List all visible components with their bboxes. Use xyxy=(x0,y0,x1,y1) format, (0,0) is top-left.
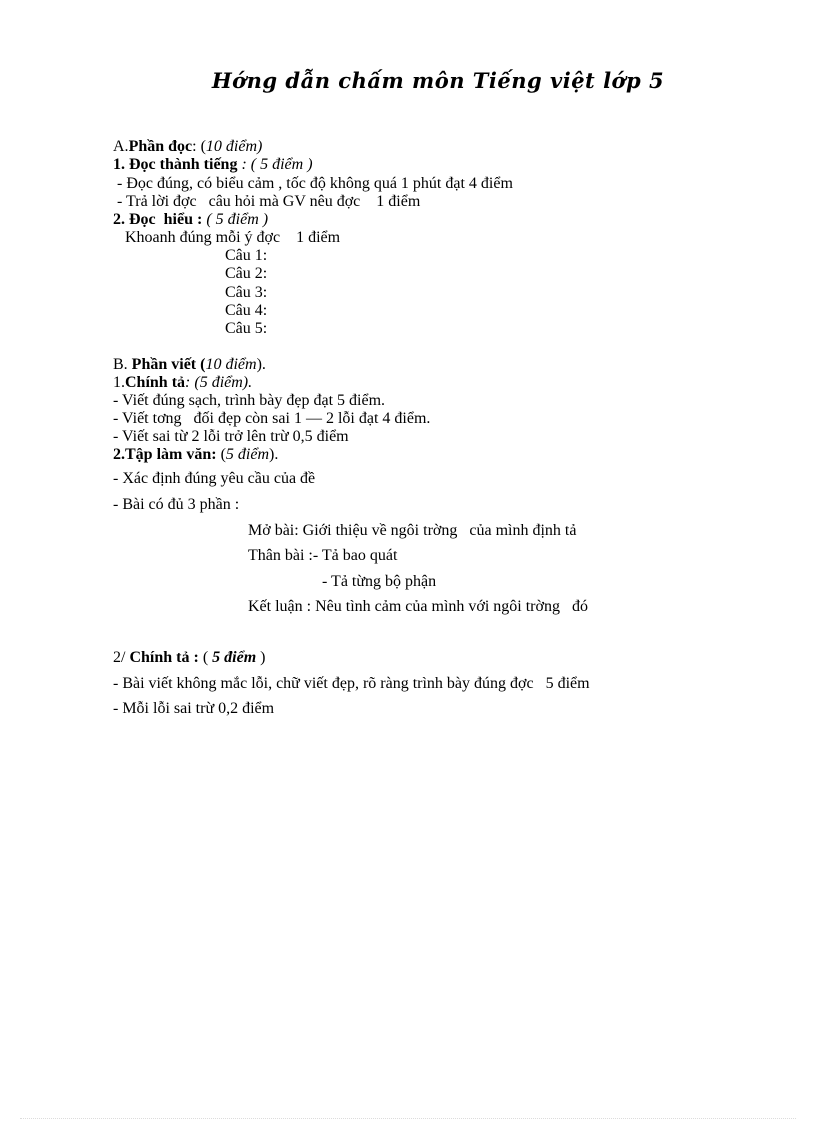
question-2: Câu 2: xyxy=(225,265,268,282)
section-b2-title: 2.Tập làm văn: xyxy=(113,446,217,463)
section-b2-item-1: - Xác định đúng yêu cầu của đề xyxy=(113,470,316,487)
section-a1-title: 1. Đọc thành tiếng xyxy=(113,156,238,173)
section-b2-heading xyxy=(113,446,278,464)
section-b1-item-1: - Viết đúng sạch, trình bày đẹp đạt 5 điểm. xyxy=(113,392,386,409)
question-1: Câu 1: xyxy=(225,247,268,264)
part-a-heading xyxy=(113,138,262,156)
question-5: Câu 5: xyxy=(225,320,268,337)
part-a-colon: : ( xyxy=(192,138,206,155)
than-bai: Thân bài :- Tả bao quát xyxy=(248,547,398,564)
page-bottom-rule xyxy=(20,1118,796,1119)
part-a-prefix: A. xyxy=(113,138,129,155)
question-4: Câu 4: xyxy=(225,302,268,319)
section-a2-intro: Khoanh đúng mỗi ý đợc 1 điểm xyxy=(113,229,341,246)
section-a2-heading xyxy=(113,211,268,229)
section-b1-title: Chính tả xyxy=(125,374,186,391)
section-b1-item-3: - Viết sai từ 2 lỗi trở lên trừ 0,5 điểm xyxy=(113,428,349,445)
section-b2-open: ( xyxy=(216,446,226,463)
part-2-points: 5 điểm xyxy=(212,649,257,666)
section-a2-points: ( 5 điểm ) xyxy=(206,211,269,228)
part-2-open: ( xyxy=(202,649,213,666)
document-title: Hớng dẫn chấm môn Tiếng việt lớp 5 xyxy=(211,68,665,93)
part-a-points: 10 điểm) xyxy=(205,138,263,155)
than-bai-detail: - Tả từng bộ phận xyxy=(322,573,437,590)
section-a1-points: : ( 5 điểm ) xyxy=(237,156,313,173)
section-b2-points: 5 điểm xyxy=(225,446,270,463)
section-a1-item-1: - Đọc đúng, có biểu cảm , tốc độ không quá 1 phút đạt 4 điểm xyxy=(113,175,513,192)
section-b1-item-2: - Viết tơng đối đẹp còn sai 1 — 2 lỗi đạt 4 điểm. xyxy=(113,410,431,427)
part-2-heading xyxy=(113,649,265,667)
part-2-num: 2/ xyxy=(113,649,130,666)
section-b2-item-2: - Bài có đủ 3 phần : xyxy=(113,496,240,513)
section-b1-points: : (5 điểm). xyxy=(185,374,253,391)
part-2-close: ) xyxy=(256,649,266,666)
part-2-item-1: - Bài viết không mắc lỗi, chữ viết đẹp, rõ ràng trình bày đúng đợc 5 điểm xyxy=(113,675,590,692)
part-b-close: ). xyxy=(256,356,266,373)
part-a-title: Phần đọc xyxy=(128,138,193,155)
section-a1-heading xyxy=(113,156,313,174)
part-b-heading xyxy=(113,356,266,374)
ket-luan: Kết luận : Nêu tình cảm của mình với ngôi trờng đó xyxy=(248,598,588,615)
section-b1-heading xyxy=(113,374,252,392)
section-a2-title: 2. Đọc hiểu : xyxy=(113,211,207,228)
part-b-title: Phần viết ( xyxy=(131,356,206,373)
section-b1-num: 1. xyxy=(113,374,125,391)
section-a1-item-2: - Trả lời đợc câu hỏi mà GV nêu đợc 1 điểm xyxy=(113,193,421,210)
section-b2-close: ). xyxy=(269,446,279,463)
mo-bai: Mở bài: Giới thiệu về ngôi trờng của mình định tả xyxy=(248,522,577,539)
part-b-prefix: B. xyxy=(113,356,132,373)
part-b-points: 10 điểm xyxy=(205,356,257,373)
part-2-title: Chính tả : xyxy=(129,649,203,666)
question-3: Câu 3: xyxy=(225,284,268,301)
part-2-item-2: - Mỗi lỗi sai trừ 0,2 điểm xyxy=(113,700,275,717)
